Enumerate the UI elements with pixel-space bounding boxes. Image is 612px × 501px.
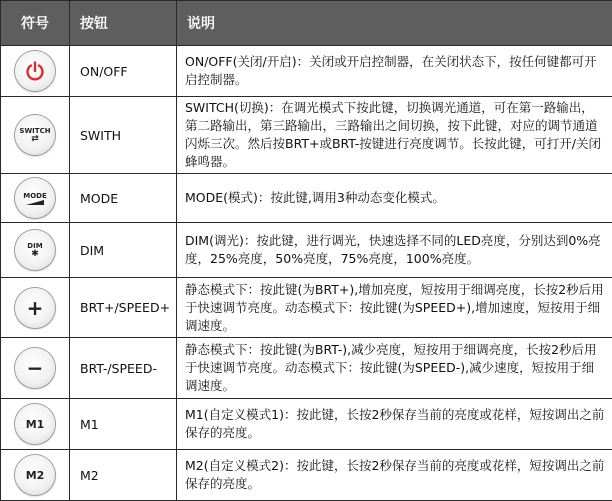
switch-icon-text: SWITCH [19, 127, 50, 135]
button-name: DIM [70, 223, 177, 278]
symbol-cell [1, 174, 70, 223]
symbol-cell [1, 450, 70, 501]
button-name: MODE [70, 174, 177, 223]
symbol-cell [1, 399, 70, 450]
m2-icon [15, 455, 55, 495]
description: MODE(模式)：按此键,调用3种动态变化模式。 [177, 174, 612, 223]
description: 静态模式下：按此键(为BRT-),减少亮度，短按用于细调亮度，长按2秒后用于快速调节亮度。动态模式下：按此键(为SPEED-),减少速度，短按用于细调速度。 [177, 338, 612, 399]
switch-arrows-glyph: ⇄ [31, 135, 39, 144]
description: ON/OFF(关闭/开启)：关闭或开启控制器，在关闭状态下，按任何键都可开启控制器。 [177, 46, 612, 97]
dim-icon [15, 230, 55, 270]
table-row [1, 399, 612, 450]
plus-glyph: + [27, 298, 44, 318]
button-name: BRT-/SPEED- [70, 338, 177, 399]
table-row [1, 46, 612, 97]
description: DIM(调光)：按此键，进行调光，快速选择不同的LED亮度，分别达到0%亮度，25%亮度，50%亮度，75%亮度，100%亮度。 [177, 223, 612, 278]
symbol-cell [1, 338, 70, 399]
header-description: 说明 [177, 1, 612, 46]
description: SWITCH(切换)：在调光模式下按此键，切换调光通道，可在第一路输出，第二路输出，第三路输出，三路输出之间切换，按下此键，对应的调节通道闪烁三次。然后按BRT+或BRT-按键进行亮度调节。长按此键，可打开/关闭蜂鸣器。 [177, 97, 612, 174]
description: M2(自定义模式2)：按此键，长按2秒保存当前的亮度或花样，短按调出之前保存的亮度。 [177, 450, 612, 501]
button-name: BRT+/SPEED+ [70, 278, 177, 338]
symbol-cell [1, 97, 70, 174]
header-symbol: 符号 [1, 1, 70, 46]
button-name: SWITH [70, 97, 177, 174]
table-row [1, 174, 612, 223]
table-row [1, 278, 612, 338]
minus-icon [15, 348, 55, 388]
button-name: M1 [70, 399, 177, 450]
dim-icon-text: DIM [27, 242, 42, 250]
power-icon [15, 51, 55, 91]
symbol-cell [1, 46, 70, 97]
dim-star-glyph: ✱ [31, 250, 39, 259]
symbol-cell [1, 223, 70, 278]
mode-icon [15, 178, 55, 218]
minus-glyph: − [27, 358, 44, 378]
table-row [1, 97, 612, 174]
header-button: 按钮 [70, 1, 177, 46]
description: 静态模式下：按此键(为BRT+),增加亮度，短按用于细调亮度，长按2秒后用于快速调节亮度。动态模式下：按此键(为SPEED+),增加速度，短按用于细调速度。 [177, 278, 612, 338]
m2-icon-text: M2 [26, 469, 45, 482]
table-header-row [1, 1, 612, 46]
mode-ramp-glyph [26, 200, 44, 205]
plus-icon [15, 288, 55, 328]
m1-icon-text: M1 [26, 418, 45, 431]
table-row [1, 223, 612, 278]
m1-icon [15, 404, 55, 444]
button-name: M2 [70, 450, 177, 501]
mode-icon-text: MODE [23, 192, 47, 200]
switch-icon [15, 115, 55, 155]
table-row [1, 450, 612, 501]
table-row [1, 338, 612, 399]
symbol-cell [1, 278, 70, 338]
description: M1(自定义模式1)：按此键，长按2秒保存当前的亮度或花样，短按调出之前保存的亮度。 [177, 399, 612, 450]
button-name: ON/OFF [70, 46, 177, 97]
